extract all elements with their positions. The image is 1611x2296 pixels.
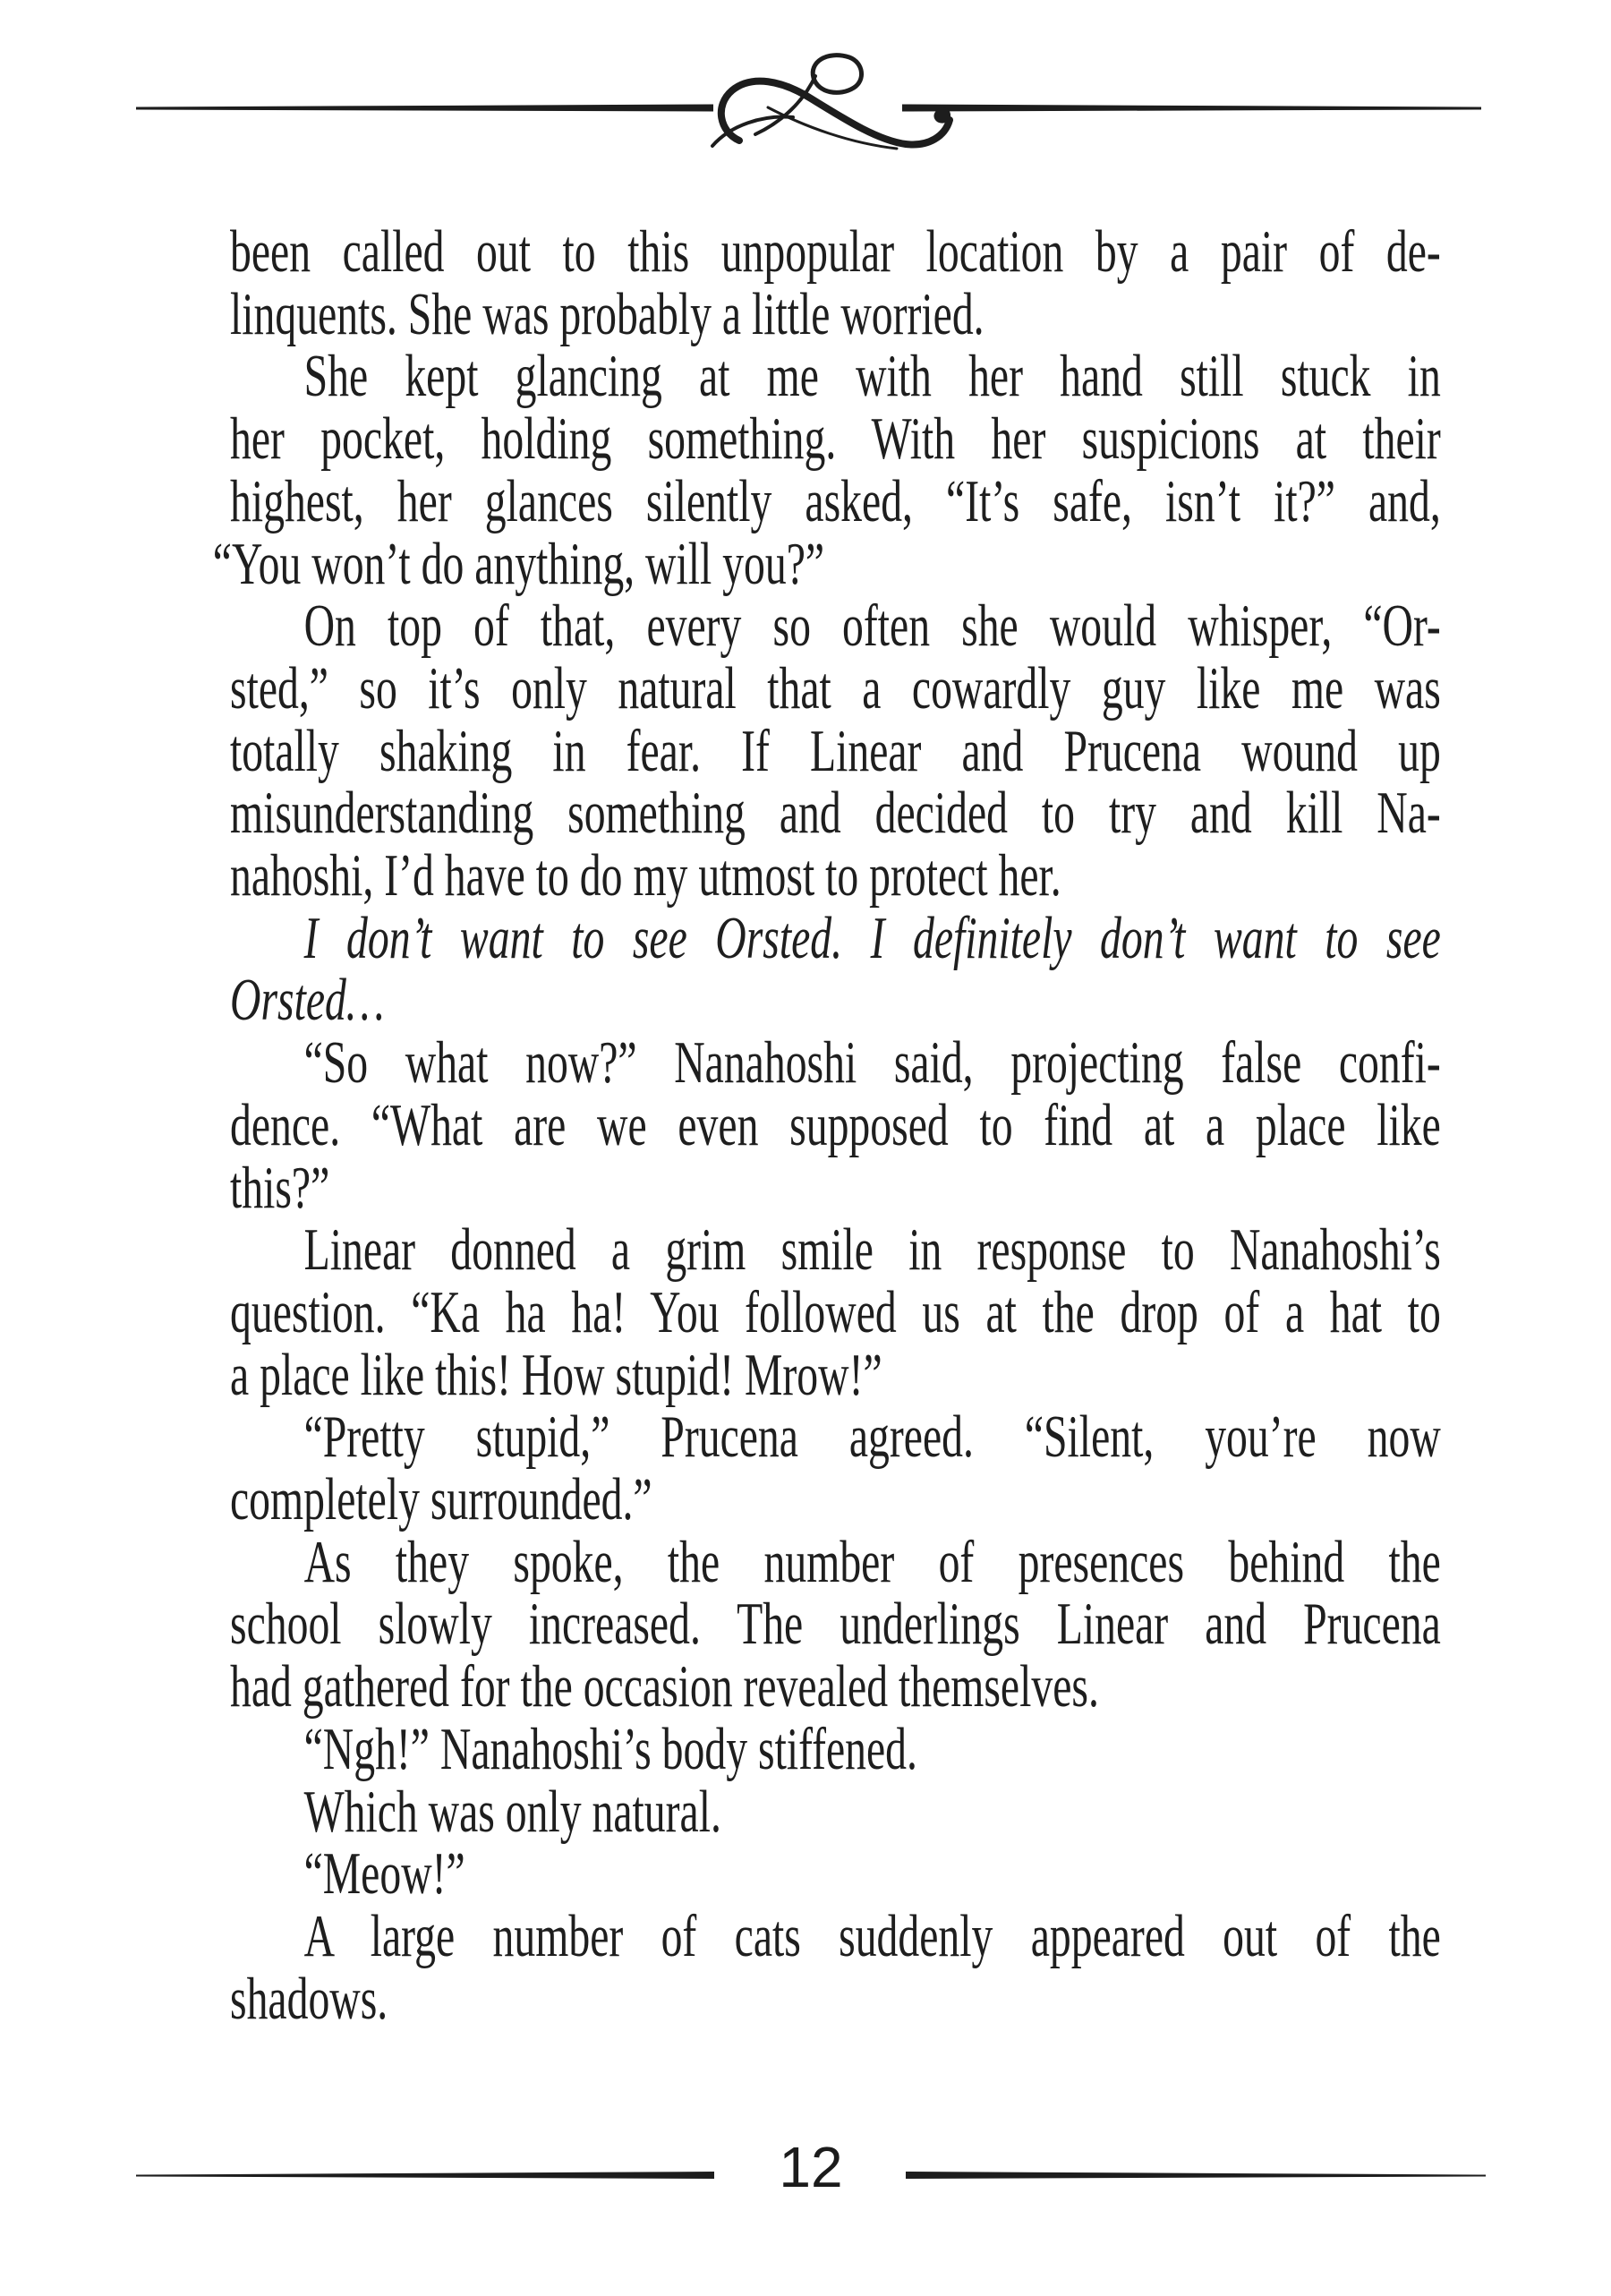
text-line: school slowly increased. The underlings Linear and Prucena: [230, 1591, 1441, 1658]
text-line: shadows.: [230, 1965, 388, 2032]
text-line: She kept glancing at me with her hand still stuck in: [303, 343, 1441, 410]
header-divider: [0, 0, 1611, 179]
text-line: “Ngh!” Nanahoshi’s body stiffened.: [303, 1715, 917, 1782]
text-line: Linear donned a grim smile in response to Nanahoshi’s: [303, 1216, 1441, 1284]
text-line: sted,” so it’s only natural that a cowardly guy like me was: [230, 654, 1441, 721]
text-line: been called out to this unpopular location by a pair of de-: [230, 218, 1441, 285]
text-line: I don’t want to see Orsted. I definitely don’t want to see: [303, 904, 1441, 971]
text-line: linquents. She was probably a little worried.: [230, 280, 984, 347]
text-line: “So what now?” Nanahoshi said, projecting false confi-: [303, 1029, 1441, 1097]
text-line: Orsted…: [230, 967, 385, 1034]
text-line: “You won’t do anything, will you?”: [212, 530, 825, 597]
page-number: 12: [779, 2135, 843, 2199]
text-line: Which was only natural.: [303, 1778, 721, 1845]
text-column: [212, 218, 1441, 2038]
text-line: had gathered for the occasion revealed themselves.: [230, 1653, 1099, 1720]
text-line: completely surrounded.”: [230, 1466, 652, 1533]
text-line: A large number of cats suddenly appeared out of the: [303, 1902, 1441, 1969]
text-line: highest, her glances silently asked, “It’s safe, isn’t it?” and,: [230, 467, 1441, 534]
text-line: question. “Ka ha ha! You followed us at the drop of a hat to: [230, 1278, 1441, 1345]
text-line: “Meow!”: [303, 1840, 465, 1908]
text-lines: [212, 218, 1441, 2032]
text-line: As they spoke, the number of presences behind the: [303, 1528, 1441, 1595]
text-line: “Pretty stupid,” Prucena agreed. “Silent, you’re now: [303, 1404, 1441, 1471]
text-line: this?”: [230, 1154, 330, 1221]
text-line: On top of that, every so often she would whisper, “Or-: [303, 593, 1441, 660]
text-line: dence. “What are we even supposed to find at a place like: [230, 1091, 1441, 1158]
text-line: her pocket, holding something. With her suspicions at their: [230, 405, 1441, 473]
text-line: misunderstanding something and decided to try and kill Na-: [230, 780, 1441, 847]
header-rule-right: [902, 105, 1481, 112]
text-line: a place like this! How stupid! Mrow!”: [230, 1341, 882, 1408]
text-line: nahoshi, I’d have to do my utmost to protect her.: [230, 842, 1061, 909]
text-line: totally shaking in fear. If Linear and Prucena wound up: [230, 717, 1441, 784]
header-rule-left: [136, 105, 713, 112]
calligraphic-swirl-icon: [712, 55, 950, 149]
